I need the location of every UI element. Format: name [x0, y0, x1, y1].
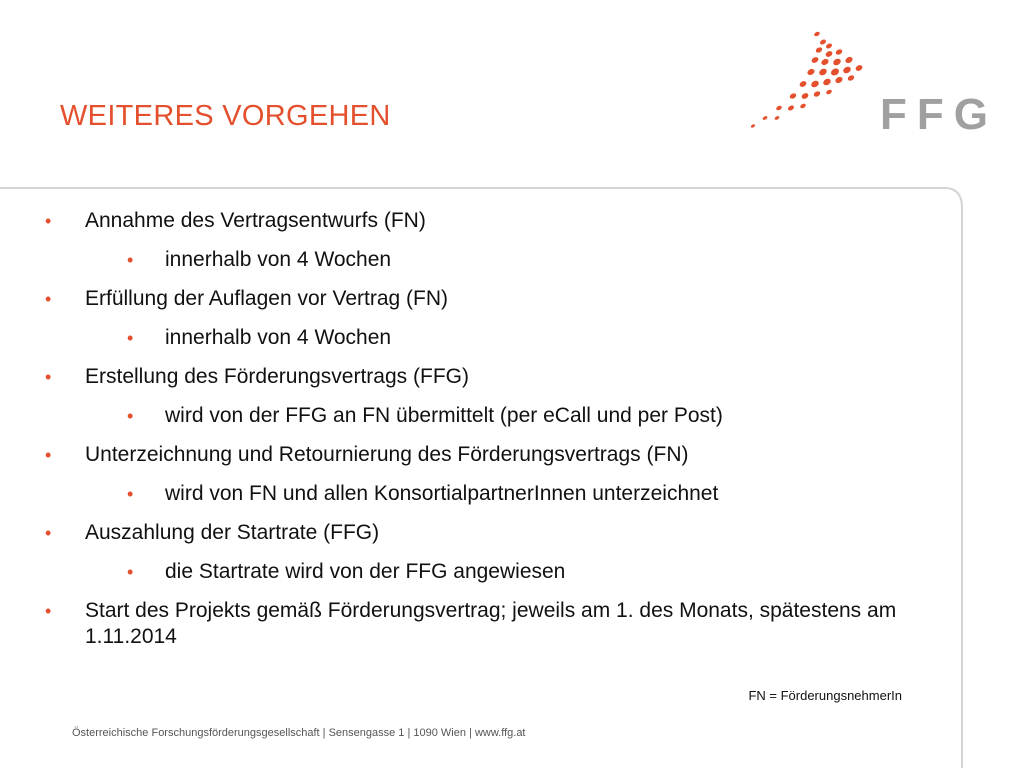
- sub-bullet-text: wird von FN und allen KonsortialpartnerInnen unterzeichnet: [165, 482, 719, 505]
- bullet-dot: •: [45, 523, 52, 543]
- bullet-dot: •: [45, 601, 52, 621]
- bullet-item: [45, 286, 925, 312]
- bullet-dot: •: [127, 406, 134, 426]
- bullet-dot: •: [127, 484, 134, 504]
- bullet-item: [45, 208, 925, 234]
- sub-bullet-item: [45, 325, 925, 351]
- bullet-list: [45, 208, 925, 663]
- bullet-dot: •: [127, 250, 134, 270]
- bullet-text: Annahme des Vertragsentwurfs (FN): [85, 209, 426, 232]
- sub-bullet-text: innerhalb von 4 Wochen: [165, 326, 392, 349]
- bullet-dot: •: [45, 289, 52, 309]
- bullet-text: Erstellung des Förderungsvertrags (FFG): [85, 365, 469, 388]
- bullet-dot: •: [45, 445, 52, 465]
- bullet-dot: •: [127, 562, 134, 582]
- bullet-text: Erfüllung der Auflagen vor Vertrag (FN): [85, 287, 449, 310]
- bullet-dot: •: [45, 367, 52, 387]
- bullet-dot: •: [127, 328, 134, 348]
- sub-bullet-item: [45, 403, 925, 429]
- footnote: FN = FörderungsnehmerIn: [748, 688, 902, 703]
- sub-bullet-item: [45, 559, 925, 585]
- bullet-item: [45, 442, 925, 468]
- sub-bullet-item: [45, 481, 925, 507]
- bullet-text: Unterzeichnung und Retournierung des Förderungsvertrags (FN): [85, 443, 689, 466]
- sub-bullet-item: [45, 247, 925, 273]
- footer-address: Österreichische Forschungsförderungsgesellschaft | Sensengasse 1 | 1090 Wien | www.ffg.at: [72, 727, 526, 739]
- sub-bullet-text: wird von der FFG an FN übermittelt (per eCall und per Post): [165, 404, 723, 427]
- bullet-item: [45, 364, 925, 390]
- sub-bullet-text: die Startrate wird von der FFG angewiesen: [165, 560, 566, 583]
- slide-title: WEITERES VORGEHEN: [60, 100, 391, 132]
- sub-bullet-text: innerhalb von 4 Wochen: [165, 248, 392, 271]
- bullet-item: [45, 598, 925, 650]
- bullet-text: Auszahlung der Startrate (FFG): [85, 521, 380, 544]
- bullet-dot: •: [45, 211, 52, 231]
- ffg-logo-text: FFG: [880, 90, 998, 139]
- bullet-item: [45, 520, 925, 546]
- bullet-text: Start des Projekts gemäß Förderungsvertrag; jeweils am 1. des Monats, spätestens am 1.11.2014: [85, 599, 897, 648]
